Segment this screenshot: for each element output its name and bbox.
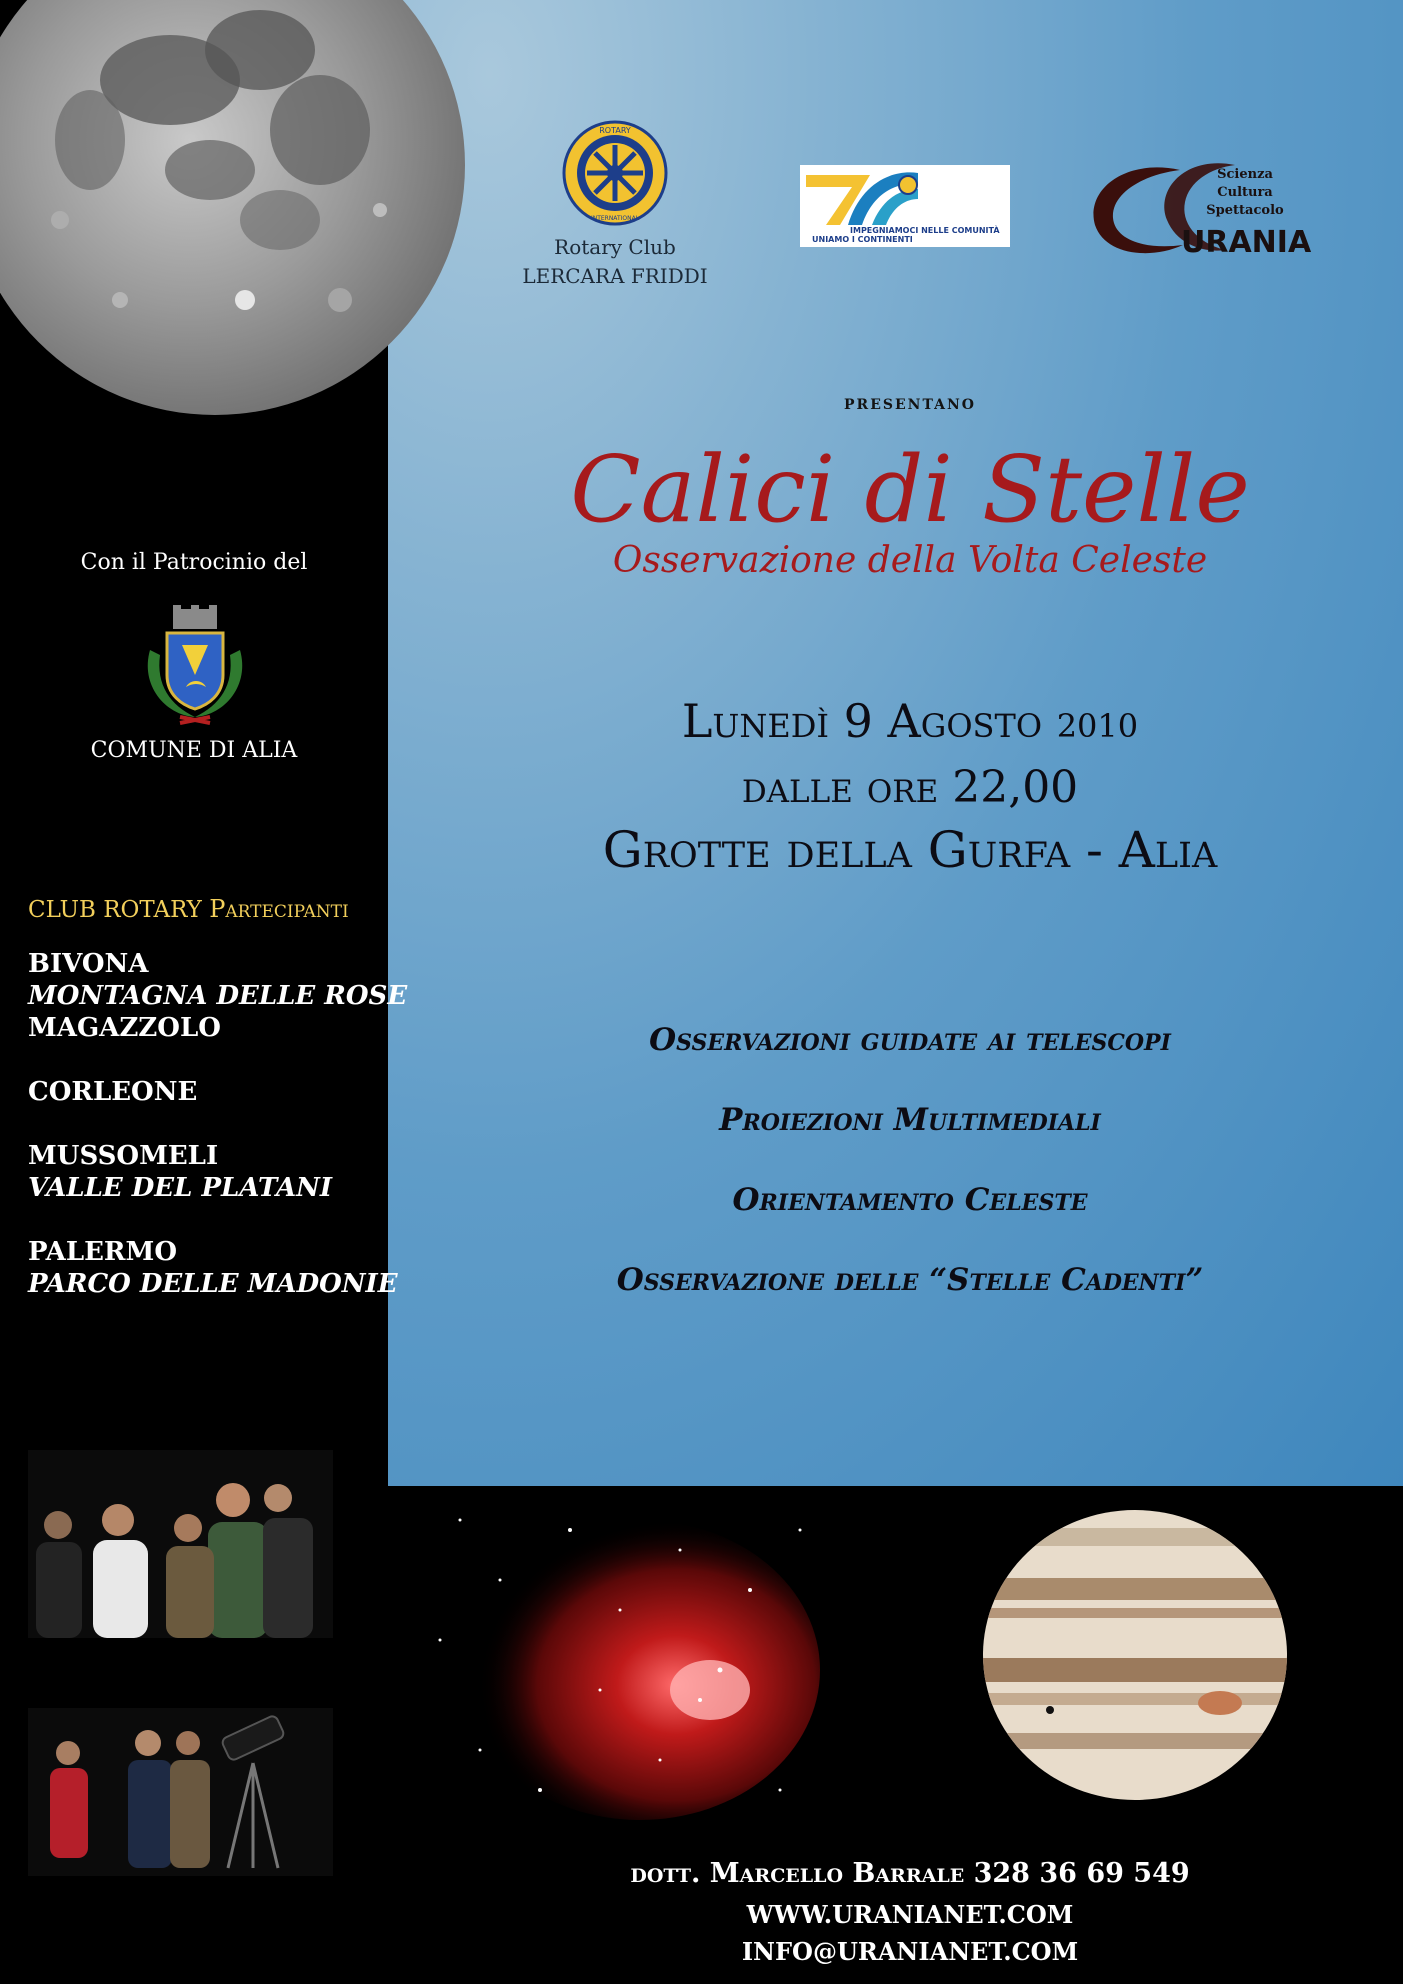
event-year: 2010: [1056, 707, 1139, 745]
event-date-line: [480, 690, 1340, 757]
rotary-caption-line-2: LERCARA FRIDDI: [522, 264, 708, 288]
seventy-text-line-2: UNIAMO I CONTINENTI: [812, 235, 913, 244]
nebula-image: [420, 1490, 830, 1840]
event-subtitle: Osservazione della Volta Celeste: [612, 540, 1208, 581]
club-name: MONTAGNA DELLE ROSE: [28, 981, 408, 1011]
club-name: MUSSOMELI: [28, 1141, 219, 1171]
event-time: dalle ore 22,00: [741, 762, 1079, 813]
contact-line: dott. Marcello Barrale 328 36 69 549: [630, 1858, 1190, 1889]
club-name: CORLEONE: [28, 1077, 198, 1107]
activity-item: Proiezioni Multimediali: [719, 1102, 1101, 1138]
telescope-photo: [28, 1708, 333, 1876]
jupiter-image: [980, 1508, 1290, 1803]
event-place: Grotte della Gurfa - Alia: [602, 821, 1218, 879]
clubs-list: [28, 948, 407, 1300]
urania-logo: [1085, 150, 1345, 270]
event-title: Calici di Stelle: [570, 436, 1250, 543]
moon-image: [0, 0, 470, 450]
urania-word-scienza: Scienza: [1217, 167, 1273, 182]
seventy-graphic-icon: [800, 165, 1010, 247]
crowd-photo: [28, 1450, 333, 1638]
urania-name: URANIA: [1181, 225, 1312, 260]
event-details: [480, 690, 1340, 881]
urania-word-spettacolo: Spettacolo: [1206, 203, 1284, 218]
rotary-wheel-bottom-text: INTERNATIONAL: [590, 215, 640, 222]
clubs-heading-main: CLUB ROTARY: [28, 897, 202, 923]
seventy-text-line-1: IMPEGNIAMOCI NELLE COMUNITÀ: [850, 226, 1000, 235]
rotary-caption-line-1: Rotary Club: [554, 235, 676, 259]
rotary-wheel-top-text: ROTARY: [599, 126, 631, 135]
event-date: Lunedì 9 Agosto: [681, 694, 1043, 748]
club-name: PARCO DELLE MADONIE: [28, 1269, 398, 1299]
activity-item: Osservazione delle “Stelle Cadenti”: [616, 1262, 1204, 1298]
rotary-70-logo: [800, 165, 1010, 247]
clubs-heading-participants: Partecipanti: [209, 895, 349, 923]
activity-item: Orientamento Celeste: [732, 1182, 1088, 1218]
presenting-label: presentano: [844, 390, 976, 414]
email-link[interactable]: INFO@URANIANET.COM: [741, 1937, 1079, 1966]
municipality-name: COMUNE DI ALIA: [90, 738, 298, 763]
patronage-label: Con il Patrocinio del: [80, 550, 308, 575]
clubs-heading: [28, 895, 349, 923]
club-name: VALLE DEL PLATANI: [28, 1173, 333, 1203]
comune-crest-icon: [140, 605, 250, 730]
website-link[interactable]: WWW.URANIANET.COM: [746, 1900, 1074, 1929]
rotary-club-logo: [520, 120, 710, 288]
activity-item: Osservazioni guidate ai telescopi: [649, 1022, 1171, 1058]
rotary-wheel-icon: [562, 120, 668, 226]
urania-word-cultura: Cultura: [1217, 185, 1273, 200]
club-name: MAGAZZOLO: [28, 1013, 221, 1043]
club-name: BIVONA: [28, 949, 149, 979]
club-name: PALERMO: [28, 1237, 177, 1267]
